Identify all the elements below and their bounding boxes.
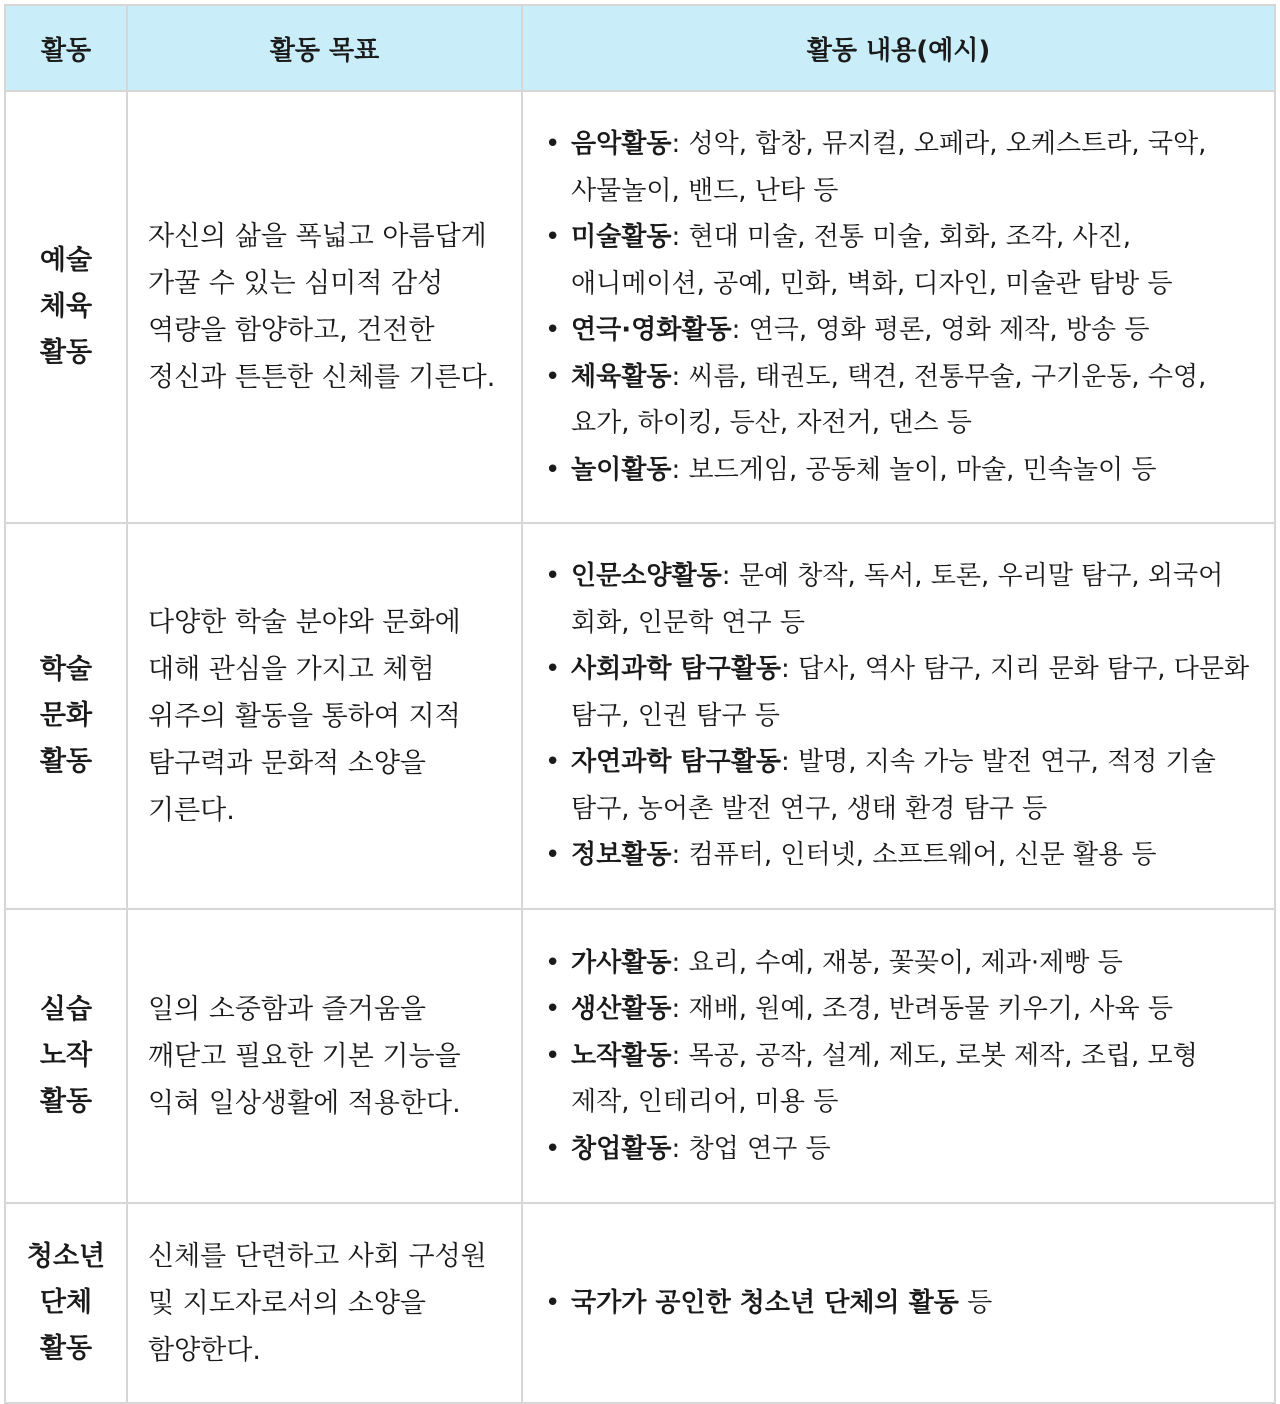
list-item: [541, 832, 1264, 879]
activity-content-cell: [522, 909, 1275, 1203]
activity-type-label: 생산활동: [571, 994, 672, 1025]
list-item: [541, 553, 1264, 646]
activity-examples: : 발명, 지속 가능 발전 연구, 적정 기술 탐구, 농어촌 발전 연구, 생태 환경 탐구 등: [571, 747, 1216, 824]
activity-examples: : 문예 창작, 독서, 토론, 우리말 탐구, 외국어 회화, 인문학 연구 등: [571, 561, 1224, 638]
activity-type-label: 연극·영화활동: [571, 315, 732, 345]
bullet-icon: •: [545, 1287, 561, 1318]
header-goal: 활동 목표: [127, 5, 522, 91]
activity-examples: : 답사, 역사 탐구, 지리 문화 탐구, 다문화 탐구, 인권 탐구 등: [571, 654, 1250, 731]
activity-examples: : 씨름, 태권도, 택견, 전통무술, 구기운동, 수영, 요가, 하이킹, 등산, 자전거, 댄스 등: [571, 361, 1207, 438]
activity-category-line: 예술: [39, 245, 93, 276]
activity-goal-cell: 신체를 단련하고 사회 구성원 및 지도자로서의 소양을 함양한다.: [127, 1203, 522, 1403]
activity-type-label: 음악활동: [571, 129, 672, 159]
activity-type-label: 노작활동: [571, 1040, 672, 1071]
table-row: [5, 523, 1275, 909]
list-item: [541, 1280, 1264, 1327]
activity-table: [4, 4, 1276, 1404]
activity-category-cell: [5, 909, 127, 1203]
activity-type-label: 창업활동: [571, 1133, 672, 1164]
activity-category-cell: [5, 1203, 127, 1403]
activity-category-line: 활동: [39, 746, 93, 777]
list-item: [541, 646, 1264, 739]
list-item: [541, 307, 1264, 354]
activity-examples: : 요리, 수예, 재봉, 꽃꽂이, 제과·제빵 등: [671, 947, 1123, 978]
list-item: [541, 354, 1264, 447]
activity-category-cell: [5, 523, 127, 909]
header-content: 활동 내용(예시): [522, 5, 1275, 91]
bullet-icon: •: [545, 361, 561, 392]
activity-content-list: [541, 553, 1264, 879]
bullet-icon: •: [545, 994, 561, 1025]
table-row: [5, 91, 1275, 523]
activity-content-list: [541, 1280, 1264, 1327]
table-row: [5, 1203, 1275, 1403]
bullet-icon: •: [545, 222, 561, 252]
list-item: [541, 1126, 1264, 1173]
activity-type-label: 가사활동: [571, 947, 672, 978]
activity-type-label: 체육활동: [571, 361, 672, 392]
table-row: [5, 909, 1275, 1203]
activity-examples: : 연극, 영화 평론, 영화 제작, 방송 등: [731, 315, 1150, 345]
activity-category-line: 실습: [39, 994, 93, 1025]
activity-content-list: [541, 121, 1264, 493]
activity-examples: : 창업 연구 등: [671, 1133, 831, 1164]
bullet-icon: •: [545, 129, 561, 159]
bullet-icon: •: [545, 454, 561, 485]
activity-category-line: 활동: [39, 1333, 93, 1364]
bullet-icon: •: [545, 561, 561, 592]
activity-goal-cell: 일의 소중함과 즐거움을 깨닫고 필요한 기본 기능을 익혀 일상생활에 적용한다.: [127, 909, 522, 1203]
activity-category-line: 활동: [39, 1086, 93, 1117]
header-activity: 활동: [5, 5, 127, 91]
activity-category-line: 노작: [39, 1040, 93, 1071]
activity-examples: : 현대 미술, 전통 미술, 회화, 조각, 사진, 애니메이션, 공예, 민화, 벽화, 디자인, 미술관 탐방 등: [571, 222, 1173, 299]
activity-category-line: 문화: [39, 700, 93, 731]
activity-type-label: 미술활동: [571, 222, 672, 252]
activity-content-cell: [522, 1203, 1275, 1403]
activity-type-label: 정보활동: [571, 840, 672, 871]
activity-category-cell: [5, 91, 127, 523]
activity-goal-cell: 다양한 학술 분야와 문화에 대해 관심을 가지고 체험 위주의 활동을 통하여 지적 탐구력과 문화적 소양을 기른다.: [127, 523, 522, 909]
activity-type-label: 자연과학 탐구활동: [571, 747, 781, 778]
bullet-icon: •: [545, 654, 561, 685]
list-item: [541, 1033, 1264, 1126]
activity-content-list: [541, 940, 1264, 1173]
header-row: [5, 5, 1275, 91]
activity-goal-cell: 자신의 삶을 폭넓고 아름답게 가꿀 수 있는 심미적 감성 역량을 함양하고, 건전한 정신과 튼튼한 신체를 기른다.: [127, 91, 522, 523]
activity-type-label: 사회과학 탐구활동: [571, 654, 781, 685]
activity-examples: : 재배, 원예, 조경, 반려동물 키우기, 사육 등: [671, 994, 1173, 1025]
list-item: [541, 940, 1264, 987]
bullet-icon: •: [545, 1040, 561, 1071]
activity-content-cell: [522, 523, 1275, 909]
activity-category-line: 체육: [39, 291, 93, 322]
bullet-icon: •: [545, 1133, 561, 1164]
activity-type-label: 인문소양활동: [571, 561, 722, 592]
bullet-icon: •: [545, 840, 561, 871]
activity-examples: 등: [958, 1287, 993, 1318]
list-item: [541, 214, 1264, 307]
activity-examples: : 보드게임, 공동체 놀이, 마술, 민속놀이 등: [671, 454, 1157, 485]
activity-examples: : 목공, 공작, 설계, 제도, 로봇 제작, 조립, 모형 제작, 인테리어, 미용 등: [571, 1040, 1198, 1118]
activity-examples: : 컴퓨터, 인터넷, 소프트웨어, 신문 활용 등: [671, 840, 1157, 871]
activity-category-line: 활동: [39, 337, 93, 368]
list-item: [541, 986, 1264, 1033]
list-item: [541, 121, 1264, 214]
list-item: [541, 447, 1264, 494]
bullet-icon: •: [545, 747, 561, 778]
activity-type-label: 국가가 공인한 청소년 단체의 활동: [571, 1287, 959, 1318]
activity-category-line: 단체: [39, 1287, 93, 1318]
activity-type-label: 놀이활동: [571, 454, 672, 485]
bullet-icon: •: [545, 315, 561, 345]
activity-content-cell: [522, 91, 1275, 523]
bullet-icon: •: [545, 947, 561, 978]
activity-category-line: 학술: [39, 654, 93, 685]
list-item: [541, 739, 1264, 832]
activity-examples: : 성악, 합창, 뮤지컬, 오페라, 오케스트라, 국악, 사물놀이, 밴드, 난타 등: [571, 129, 1207, 206]
activity-category-line: 청소년: [26, 1241, 106, 1272]
